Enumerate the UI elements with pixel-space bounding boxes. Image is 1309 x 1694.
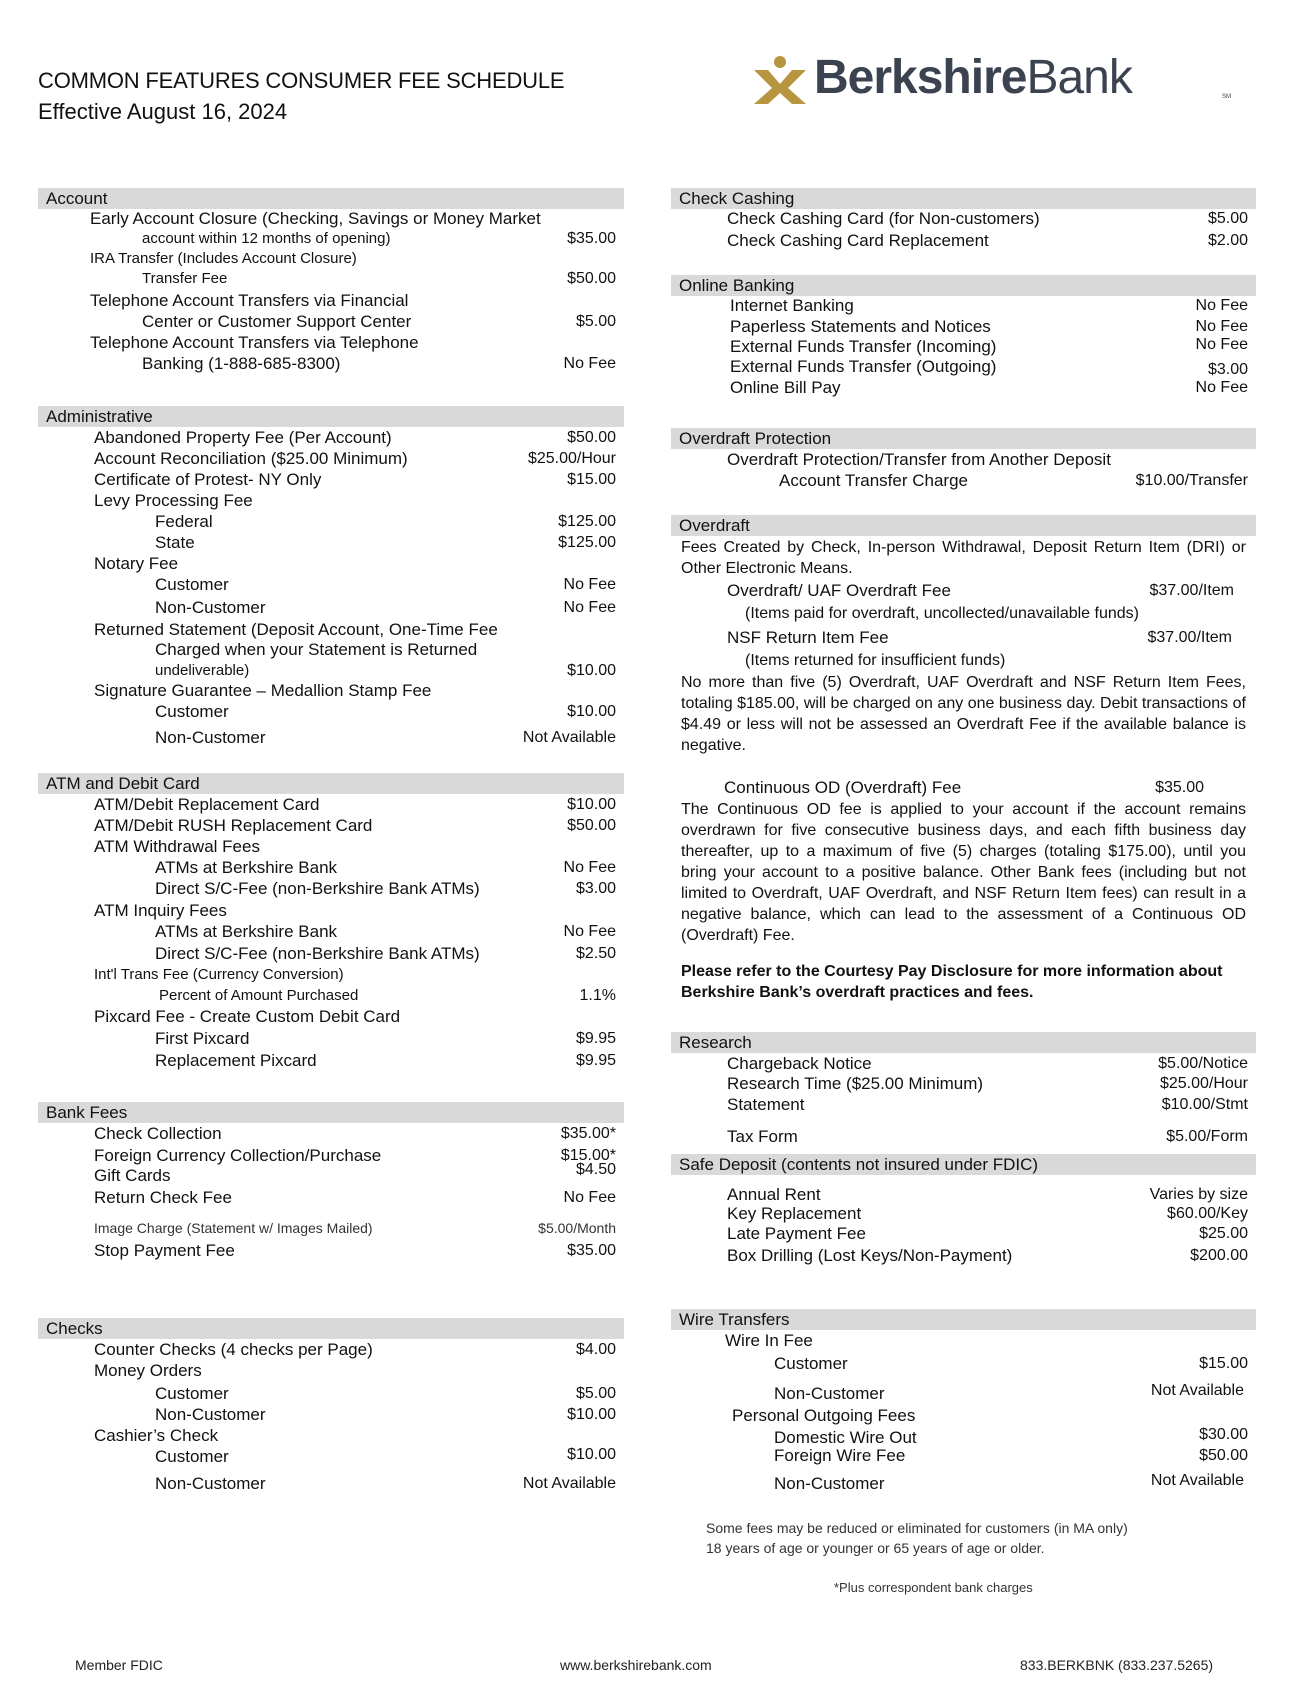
fee-label: Customer [155, 1384, 229, 1403]
fee-label: Customer [774, 1354, 848, 1373]
section-bank-fees-header: Bank Fees [38, 1102, 624, 1123]
fee-label: Foreign Wire Fee [774, 1446, 906, 1465]
fee-label: Account Transfer Charge [779, 471, 968, 490]
member-fdic: Member FDIC [75, 1657, 163, 1673]
fee-value: Not Available [522, 729, 616, 746]
fee-label: Charged when your Statement is Returned [155, 640, 478, 659]
continuous-od-paragraph: The Continuous OD fee is applied to your account if the account remains overdrawn for five consecutive business days, and each fifth business day thereafter, up to a maximum of five (5) charges (totaling $175.00), until you bring your account to a positive balance. Other Bank fees (including but not limited to Overdraft, UAF Overdraft, and NSF Return Item fees) can result in a negative balance, which can lead to the assessment of a Continuous OD (Overdraft) Fee. [681, 801, 1246, 944]
logo-text-light: Bank [1026, 51, 1132, 104]
fee-label: State [155, 533, 195, 552]
fee-value: $37.00/Item [1147, 629, 1232, 646]
fee-value: $10.00 [567, 796, 616, 813]
fee-value: No Fee [563, 859, 616, 876]
fee-label: Banking (1-888-685-8300) [142, 354, 341, 373]
fee-label: Returned Statement (Deposit Account, One-Time Fee [94, 620, 498, 639]
fee-value: $5.00/Form [1166, 1128, 1248, 1145]
fee-value: $10.00 [567, 1406, 616, 1423]
fee-label: Check Cashing Card Replacement [727, 231, 989, 250]
section-safe-deposit-header: Safe Deposit (contents not insured under FDIC) [671, 1154, 1256, 1175]
fee-label: Check Cashing Card (for Non-customers) [727, 209, 1040, 228]
fee-label: Check Collection [94, 1124, 222, 1143]
fee-label: NSF Return Item Fee [727, 628, 889, 647]
fee-label: Overdraft/ UAF Overdraft Fee [727, 581, 951, 600]
fee-label: Counter Checks (4 checks per Page) [94, 1340, 373, 1359]
fee-label: Paperless Statements and Notices [730, 317, 991, 336]
fee-value: Not Available [522, 1475, 616, 1492]
fee-label: Customer [155, 575, 229, 594]
fee-label: Replacement Pixcard [155, 1051, 317, 1070]
fee-label: Personal Outgoing Fees [732, 1406, 916, 1425]
section-account-header: Account [38, 188, 624, 209]
fee-label: ATMs at Berkshire Bank [155, 922, 338, 941]
fee-label: Non-Customer [155, 728, 266, 747]
fee-label: Statement [727, 1095, 805, 1114]
fee-value: $15.00 [567, 471, 616, 488]
overdraft-limit-paragraph: No more than five (5) Overdraft, UAF Overdraft and NSF Return Item Fees, totaling $185.00, will be charged on any one business day. Debit transactions of $4.49 or less will not be assessed an Overdraft Fee if the available balance is negative. [681, 674, 1246, 754]
fee-label: Account Reconciliation ($25.00 Minimum) [94, 449, 408, 468]
fee-label: Non-Customer [155, 598, 266, 617]
fee-value: $5.00 [575, 313, 616, 330]
fee-value: $10.00/Stmt [1161, 1096, 1248, 1113]
effective-date: Effective August 16, 2024 [38, 99, 288, 124]
fee-value: $200.00 [1190, 1247, 1248, 1264]
fee-value: $5.00 [575, 1385, 616, 1402]
age-reduction-note: Some fees may be reduced or eliminated for customers (in MA only) [706, 1520, 1128, 1536]
fee-value: $35.00 [567, 230, 616, 247]
section-overdraft-header: Overdraft [671, 515, 1256, 536]
website-link[interactable]: www.berkshirebank.com [560, 1657, 712, 1673]
fee-value: $25.00 [1199, 1225, 1248, 1242]
section-check-cashing-header: Check Cashing [671, 188, 1256, 209]
fee-value: No Fee [1195, 318, 1248, 335]
fee-value: $2.50 [575, 945, 616, 962]
fee-value: $50.00 [567, 429, 616, 446]
fee-value: $10.00/Transfer [1135, 472, 1248, 489]
fee-label: Stop Payment Fee [94, 1241, 235, 1260]
fee-value: $5.00/Month [538, 1220, 616, 1236]
fee-label: First Pixcard [155, 1029, 250, 1048]
fee-value: $5.00 [1207, 210, 1248, 227]
fee-label: ATM/Debit RUSH Replacement Card [94, 816, 373, 835]
fee-value: $10.00 [567, 662, 616, 679]
fee-label: Key Replacement [727, 1204, 862, 1223]
fee-label: Transfer Fee [142, 270, 228, 287]
section-wire-transfers-header: Wire Transfers [671, 1309, 1256, 1330]
fee-label: Center or Customer Support Center [142, 312, 412, 331]
section-overdraft-protection-header: Overdraft Protection [671, 428, 1256, 449]
fee-value: No Fee [563, 1189, 616, 1206]
fee-label: Abandoned Property Fee (Per Account) [94, 428, 392, 447]
fee-label: Cashier’s Check [94, 1426, 219, 1445]
fee-label: Levy Processing Fee [94, 491, 253, 510]
fee-value: Varies by size [1149, 1186, 1248, 1203]
fee-label: Customer [155, 1447, 229, 1466]
fee-label: ATM/Debit Replacement Card [94, 795, 320, 814]
fee-label: Int'l Trans Fee (Currency Conversion) [94, 966, 344, 983]
fee-note: (Items returned for insufficient funds) [745, 652, 1006, 669]
fee-value: $125.00 [558, 513, 616, 530]
fee-label: Signature Guarantee – Medallion Stamp Fee [94, 681, 432, 700]
fee-value: $37.00/Item [1149, 582, 1234, 599]
section-checks-header: Checks [38, 1318, 624, 1339]
fee-label: Tax Form [727, 1127, 798, 1146]
fee-label: Online Bill Pay [730, 378, 841, 397]
fee-label: External Funds Transfer (Incoming) [730, 337, 997, 356]
fee-value: $3.00 [1207, 361, 1248, 378]
fee-label: Telephone Account Transfers via Financial [90, 291, 409, 310]
fee-label: ATM Withdrawal Fees [94, 837, 260, 856]
fee-label: Overdraft Protection/Transfer from Another Deposit [727, 450, 1111, 469]
fee-label: Early Account Closure (Checking, Savings or Money Market [90, 209, 541, 228]
section-atm-header: ATM and Debit Card [38, 773, 624, 794]
fee-value: $30.00 [1199, 1426, 1248, 1443]
fee-value: $35.00 [1155, 779, 1204, 796]
fee-value: $9.95 [575, 1052, 616, 1069]
fee-label: Non-Customer [774, 1384, 885, 1403]
fee-value: No Fee [1195, 379, 1248, 396]
fee-label: Customer [155, 702, 229, 721]
berkshire-x-icon [752, 54, 808, 104]
fee-label: Non-Customer [155, 1405, 266, 1424]
fee-label: Late Payment Fee [727, 1224, 866, 1243]
fee-label: Non-Customer [774, 1474, 885, 1493]
fee-label: Research Time ($25.00 Minimum) [727, 1074, 984, 1093]
fee-label: ATMs at Berkshire Bank [155, 858, 338, 877]
fee-value: No Fee [563, 923, 616, 940]
page-title: COMMON FEATURES CONSUMER FEE SCHEDULE [38, 68, 565, 93]
fee-value: 1.1% [579, 987, 616, 1004]
section-administrative-header: Administrative [38, 406, 624, 427]
fee-label: Domestic Wire Out [774, 1428, 917, 1447]
fee-label: Percent of Amount Purchased [159, 987, 359, 1004]
fee-value: $2.00 [1207, 232, 1248, 249]
overdraft-intro: Fees Created by Check, In-person Withdrawal, Deposit Return Item (DRI) or Other Electronic Means. [681, 539, 1246, 577]
logo-text-bold: Berkshire [814, 51, 1027, 104]
age-reduction-note-2: 18 years of age or younger or 65 years of age or older. [706, 1540, 1045, 1556]
fee-label: IRA Transfer (Includes Account Closure) [90, 250, 357, 267]
fee-note: (Items paid for overdraft, uncollected/unavailable funds) [745, 605, 1139, 622]
fee-value: Not Available [1150, 1382, 1244, 1399]
fee-label: Internet Banking [730, 296, 854, 315]
fee-value: $35.00* [560, 1125, 616, 1142]
fee-value: No Fee [1195, 336, 1248, 353]
fee-value: $15.00 [1199, 1355, 1248, 1372]
fee-label: Certificate of Protest- NY Only [94, 470, 322, 489]
fee-label: Box Drilling (Lost Keys/Non-Payment) [727, 1246, 1013, 1265]
fee-value: No Fee [1195, 297, 1248, 314]
fee-value: $9.95 [575, 1030, 616, 1047]
fee-value: $50.00 [567, 270, 616, 287]
fee-value: $10.00 [567, 703, 616, 720]
fee-value: $50.00 [1199, 1447, 1248, 1464]
fee-label: Chargeback Notice [727, 1054, 872, 1073]
fee-value: $10.00 [567, 1446, 616, 1463]
fee-label: undeliverable) [155, 662, 250, 679]
fee-label: ATM Inquiry Fees [94, 901, 227, 920]
fee-value: Not Available [1150, 1472, 1244, 1489]
fee-label: Non-Customer [155, 1474, 266, 1493]
fee-value: $125.00 [558, 534, 616, 551]
fee-value: No Fee [563, 576, 616, 593]
fee-label: Image Charge (Statement w/ Images Mailed) [94, 1220, 373, 1236]
fee-value: $3.00 [575, 880, 616, 897]
fee-label: Continuous OD (Overdraft) Fee [724, 778, 962, 797]
fee-label: Money Orders [94, 1361, 202, 1380]
fee-value: $25.00/Hour [527, 450, 616, 467]
fee-label: Direct S/C-Fee (non-Berkshire Bank ATMs) [155, 944, 480, 963]
fee-value: $35.00 [567, 1242, 616, 1259]
section-online-banking-header: Online Banking [671, 275, 1256, 296]
section-research-header: Research [671, 1032, 1256, 1053]
fee-label: Federal [155, 512, 213, 531]
fee-value: $4.00 [575, 1341, 616, 1358]
courtesy-pay-notice: Please refer to the Courtesy Pay Disclosure for more information about Berkshire Bank’s overdraft practices and fees. [681, 963, 1223, 1001]
fee-value: $60.00/Key [1167, 1205, 1248, 1222]
fee-label: Pixcard Fee - Create Custom Debit Card [94, 1007, 401, 1026]
berkshire-bank-logo: BerkshireBank SM [752, 50, 1232, 110]
fee-label: Wire In Fee [725, 1331, 813, 1350]
fee-value: $4.50 [575, 1161, 616, 1178]
fee-value: $5.00/Notice [1158, 1055, 1248, 1072]
fee-label: External Funds Transfer (Outgoing) [730, 357, 997, 376]
fee-label: Gift Cards [94, 1166, 171, 1185]
fee-value: No Fee [563, 355, 616, 372]
phone-number: 833.BERKBNK (833.237.5265) [1020, 1657, 1214, 1673]
fee-label: Annual Rent [727, 1185, 821, 1204]
correspondent-charges-note: *Plus correspondent bank charges [834, 1580, 1033, 1595]
fee-label: Telephone Account Transfers via Telephone [90, 333, 419, 352]
fee-value: $50.00 [567, 817, 616, 834]
fee-value: $15.00* [560, 1147, 616, 1164]
fee-label: account within 12 months of opening) [142, 230, 391, 247]
fee-value: $25.00/Hour [1159, 1075, 1248, 1092]
fee-label: Direct S/C-Fee (non-Berkshire Bank ATMs) [155, 879, 480, 898]
fee-value: No Fee [563, 599, 616, 616]
fee-label: Foreign Currency Collection/Purchase [94, 1146, 382, 1165]
fee-label: Notary Fee [94, 554, 179, 573]
fee-label: Return Check Fee [94, 1188, 232, 1207]
